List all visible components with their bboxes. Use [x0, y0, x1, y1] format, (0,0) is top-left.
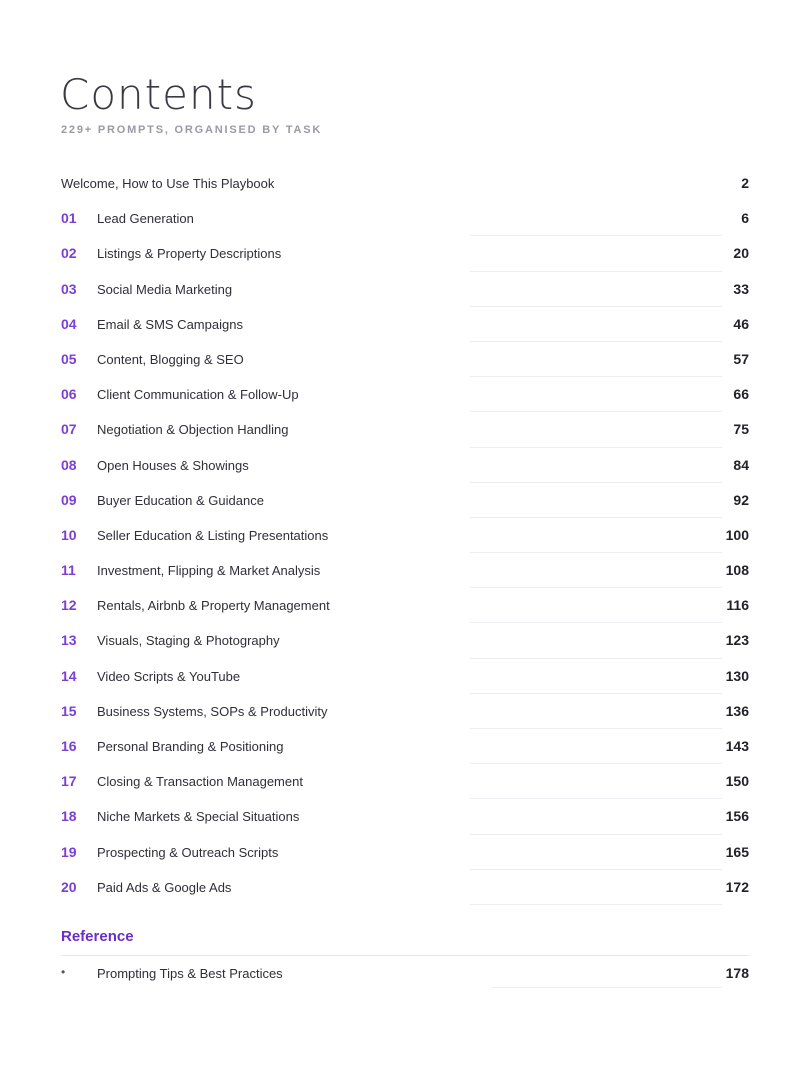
- toc-label: Prospecting & Outreach Scripts: [97, 844, 279, 860]
- toc-page-number: 165: [725, 843, 749, 860]
- toc-row[interactable]: [0, 729, 794, 764]
- chapter-number: 18: [61, 808, 77, 825]
- toc-row[interactable]: [0, 448, 794, 483]
- toc-row[interactable]: [0, 870, 794, 905]
- toc-page-number: 75: [733, 421, 749, 438]
- toc-page-number: 2: [741, 175, 749, 191]
- toc-page-number: 33: [733, 280, 749, 297]
- toc-label: Open Houses & Showings: [97, 457, 249, 473]
- page-title: Contents: [60, 70, 257, 119]
- toc-row[interactable]: [0, 553, 794, 588]
- toc-row[interactable]: [0, 201, 794, 236]
- chapter-number: 12: [61, 597, 77, 614]
- toc-page-number: 108: [725, 562, 749, 579]
- toc-page-number: 100: [725, 526, 749, 543]
- chapter-number: 07: [61, 421, 77, 438]
- toc-page-number: 172: [725, 878, 749, 895]
- toc-page-number: 130: [725, 667, 749, 684]
- toc-row-welcome[interactable]: [0, 166, 794, 201]
- chapter-number: 13: [61, 632, 77, 649]
- toc-label: Niche Markets & Special Situations: [97, 809, 300, 825]
- chapter-number: 09: [61, 491, 77, 508]
- toc-row[interactable]: [0, 483, 794, 518]
- toc-page-number: 84: [733, 456, 749, 473]
- reference-divider: [61, 955, 749, 956]
- toc-page-number: 143: [725, 738, 749, 754]
- toc-row[interactable]: [0, 307, 794, 342]
- toc-page-number: 66: [733, 386, 749, 403]
- chapter-number: 06: [61, 386, 77, 403]
- toc-page-number: 136: [725, 702, 749, 719]
- toc-label: Business Systems, SOPs & Productivity: [97, 703, 328, 719]
- toc-page-number: 123: [725, 632, 749, 649]
- toc-row[interactable]: [0, 377, 794, 412]
- toc-page-number: 92: [733, 491, 749, 508]
- table-of-contents: [0, 166, 794, 905]
- toc-page-number: 178: [725, 965, 749, 981]
- toc-page-number: 46: [733, 315, 749, 332]
- toc-page-number: 20: [733, 245, 749, 262]
- toc-page-number: 57: [733, 350, 749, 367]
- toc-row[interactable]: [0, 835, 794, 870]
- toc-page-number: 116: [726, 597, 749, 614]
- toc-label: Email & SMS Campaigns: [97, 316, 243, 332]
- toc-row[interactable]: [0, 588, 794, 623]
- toc-page-number: 6: [741, 210, 749, 227]
- chapter-number: 08: [61, 456, 77, 473]
- chapter-number: 05: [61, 350, 77, 367]
- toc-label: Seller Education & Listing Presentations: [97, 527, 329, 543]
- toc-label: Lead Generation: [97, 211, 194, 227]
- toc-label: Paid Ads & Google Ads: [97, 879, 232, 895]
- reference-heading: Reference: [61, 928, 134, 945]
- chapter-number: 01: [61, 210, 77, 227]
- toc-label: Listings & Property Descriptions: [97, 246, 282, 262]
- chapter-number: 16: [61, 738, 77, 754]
- toc-row[interactable]: [0, 623, 794, 658]
- toc-label: Rentals, Airbnb & Property Management: [97, 598, 330, 614]
- toc-row[interactable]: [0, 272, 794, 307]
- toc-page-number: 150: [725, 773, 749, 790]
- toc-row[interactable]: [0, 518, 794, 553]
- chapter-number: 10: [61, 526, 77, 543]
- chapter-number: 20: [61, 878, 77, 895]
- toc-label: Prompting Tips & Best Practices: [97, 966, 283, 981]
- bullet-icon: •: [61, 965, 66, 979]
- row-divider: [470, 904, 722, 905]
- toc-label: Content, Blogging & SEO: [97, 351, 244, 367]
- row-divider: [492, 987, 722, 988]
- toc-label: Negotiation & Objection Handling: [97, 422, 289, 438]
- toc-row[interactable]: [0, 236, 794, 271]
- chapter-number: 14: [61, 667, 77, 684]
- chapter-number: 02: [61, 245, 77, 262]
- toc-label: Welcome, How to Use This Playbook: [61, 176, 275, 191]
- toc-label: Investment, Flipping & Market Analysis: [97, 563, 321, 579]
- toc-label: Personal Branding & Positioning: [97, 739, 284, 754]
- chapter-number: 17: [61, 773, 77, 790]
- chapter-number: 04: [61, 315, 77, 332]
- toc-row[interactable]: [0, 799, 794, 834]
- toc-row[interactable]: [0, 764, 794, 799]
- page-subtitle: 229+ PROMPTS, ORGANISED BY TASK: [61, 124, 323, 136]
- chapter-number: 03: [61, 280, 77, 297]
- toc-page-number: 156: [725, 808, 749, 825]
- toc-row[interactable]: [0, 694, 794, 729]
- toc-row[interactable]: [0, 659, 794, 694]
- toc-label: Buyer Education & Guidance: [97, 492, 264, 508]
- chapter-number: 15: [61, 702, 77, 719]
- toc-row[interactable]: [0, 342, 794, 377]
- toc-label: Video Scripts & YouTube: [97, 668, 241, 684]
- toc-row-reference[interactable]: [0, 958, 794, 988]
- toc-label: Client Communication & Follow-Up: [97, 387, 299, 403]
- toc-label: Social Media Marketing: [97, 281, 233, 297]
- toc-label: Visuals, Staging & Photography: [97, 633, 280, 649]
- chapter-number: 19: [61, 843, 77, 860]
- toc-row[interactable]: [0, 412, 794, 447]
- toc-label: Closing & Transaction Management: [97, 774, 303, 790]
- chapter-number: 11: [61, 562, 76, 579]
